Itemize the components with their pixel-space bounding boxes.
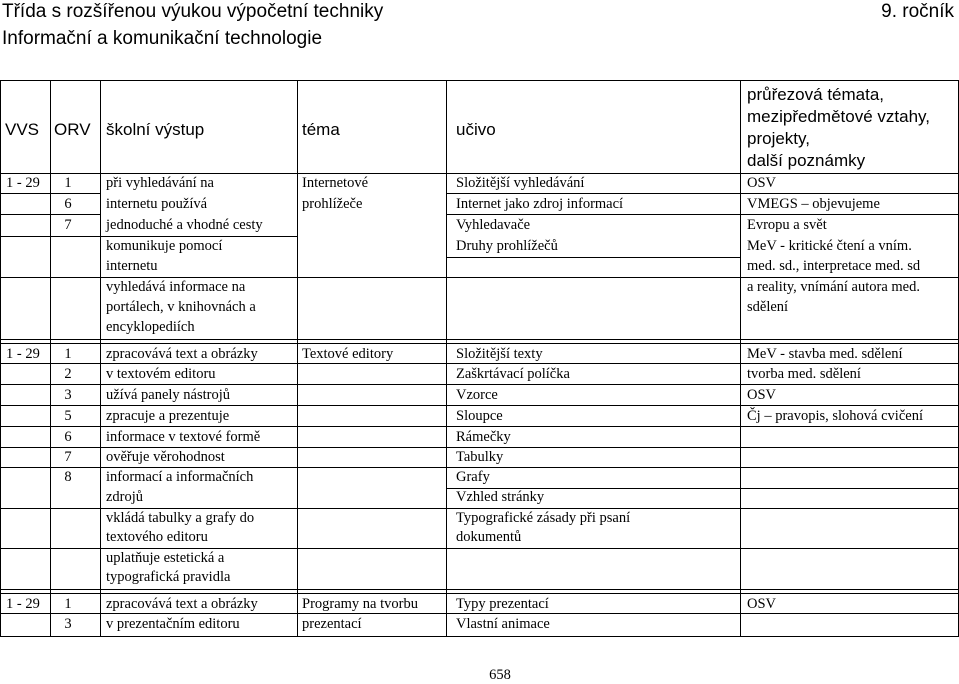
content-item: Typy prezentací bbox=[456, 596, 549, 612]
orv-number: 6 bbox=[64, 196, 72, 212]
outcome-line: v prezentačním editoru bbox=[106, 616, 240, 632]
col-divider bbox=[100, 80, 101, 636]
header-content: učivo bbox=[456, 120, 496, 139]
outcome-line: zpracovává text a obrázky bbox=[106, 596, 258, 612]
row-line bbox=[0, 384, 959, 385]
header-bottom-border bbox=[0, 173, 959, 174]
row-line bbox=[446, 193, 959, 194]
outcome-line: zpracovává text a obrázky bbox=[106, 346, 258, 362]
outcome-line: informací a informačních bbox=[106, 469, 254, 485]
outcome-line: ověřuje věrohodnost bbox=[106, 449, 225, 465]
cross-note: OSV bbox=[747, 175, 777, 191]
document-title: Třída s rozšířenou výukou výpočetní techniky bbox=[2, 1, 384, 22]
content-item: Vzorce bbox=[456, 387, 498, 403]
vvs-range: 1 - 29 bbox=[6, 596, 40, 612]
row-line bbox=[0, 508, 959, 509]
orv-number: 1 bbox=[64, 596, 72, 612]
orv-number: 5 bbox=[64, 408, 72, 424]
topic-line: prezentací bbox=[302, 616, 362, 632]
content-item: Internet jako zdroj informací bbox=[456, 196, 624, 212]
orv-number: 8 bbox=[64, 469, 72, 485]
outcome-line: uplatňuje estetická a bbox=[106, 550, 225, 566]
outcome-line: užívá panely nástrojů bbox=[106, 387, 231, 403]
cross-note: OSV bbox=[747, 596, 777, 612]
cross-note: med. sd., interpretace med. sd bbox=[747, 258, 921, 274]
cross-note: MeV - stavba med. sdělení bbox=[747, 346, 903, 362]
grade-label: 9. ročník bbox=[881, 1, 954, 22]
section-2-top-border bbox=[0, 343, 959, 344]
topic-line: prohlížeče bbox=[302, 196, 363, 212]
row-line bbox=[0, 447, 959, 448]
orv-number: 3 bbox=[64, 387, 72, 403]
header-vvs: VVS bbox=[5, 120, 40, 139]
section-2-bottom-border bbox=[0, 589, 959, 590]
row-line bbox=[0, 214, 50, 215]
header-cross-line: další poznámky bbox=[747, 151, 866, 170]
col-divider bbox=[740, 80, 741, 636]
page-number: 658 bbox=[489, 667, 511, 683]
header-cross-line: průřezová témata, bbox=[747, 85, 885, 104]
row-line bbox=[50, 214, 100, 215]
content-item: Složitější texty bbox=[456, 346, 543, 362]
orv-number: 1 bbox=[64, 175, 72, 191]
cross-note: VMEGS – objevujeme bbox=[747, 196, 880, 212]
row-line bbox=[0, 613, 959, 614]
vvs-range: 1 - 29 bbox=[6, 175, 40, 191]
row-line bbox=[0, 405, 959, 406]
row-line bbox=[0, 277, 959, 278]
outcome-line: textového editoru bbox=[106, 529, 208, 545]
table-bottom-border bbox=[0, 636, 959, 637]
row-line bbox=[50, 193, 100, 194]
cross-note: sdělení bbox=[747, 299, 789, 315]
orv-number: 2 bbox=[64, 366, 72, 382]
topic-line: Textové editory bbox=[302, 346, 394, 362]
vvs-range: 1 - 29 bbox=[6, 346, 40, 362]
content-item: dokumentů bbox=[456, 529, 522, 545]
document-subtitle: Informační a komunikační technologie bbox=[2, 28, 323, 49]
row-line bbox=[0, 363, 959, 364]
content-item: Vyhledavače bbox=[456, 217, 531, 233]
outcome-line: portálech, v knihovnách a bbox=[106, 299, 256, 315]
outcome-line: vkládá tabulky a grafy do bbox=[106, 510, 255, 526]
header-cross-line: projekty, bbox=[747, 129, 810, 148]
outcome-line: vyhledává informace na bbox=[106, 279, 246, 295]
outcome-line: encyklopediích bbox=[106, 319, 195, 335]
content-item: Zaškrtávací políčka bbox=[456, 366, 570, 382]
table-top-border bbox=[0, 80, 959, 81]
outcome-line: internetu používá bbox=[106, 196, 208, 212]
content-item: Typografické zásady při psaní bbox=[456, 510, 631, 526]
content-item: Grafy bbox=[456, 469, 490, 485]
orv-number: 7 bbox=[64, 449, 72, 465]
col-divider bbox=[0, 80, 1, 636]
outcome-line: typografická pravidla bbox=[106, 569, 231, 585]
cross-note: Evropu a svět bbox=[747, 217, 827, 233]
orv-number: 1 bbox=[64, 346, 72, 362]
header-cross-line: mezipředmětové vztahy, bbox=[747, 107, 930, 126]
outcome-line: komunikuje pomocí bbox=[106, 238, 223, 254]
topic-line: Programy na tvorbu bbox=[302, 596, 418, 612]
row-line bbox=[0, 548, 959, 549]
col-divider bbox=[446, 80, 447, 636]
content-item: Vzhled stránky bbox=[456, 489, 545, 505]
header-outcome: školní výstup bbox=[106, 120, 205, 139]
cross-note: tvorba med. sdělení bbox=[747, 366, 861, 382]
outcome-line: zdrojů bbox=[106, 489, 144, 505]
topic-line: Internetové bbox=[302, 175, 369, 191]
cross-note: MeV - kritické čtení a vním. bbox=[747, 238, 912, 254]
header-topic: téma bbox=[302, 120, 340, 139]
row-line bbox=[0, 193, 50, 194]
orv-number: 3 bbox=[64, 616, 72, 632]
content-item: Rámečky bbox=[456, 429, 511, 445]
cross-note: a reality, vnímání autora med. bbox=[747, 279, 920, 295]
content-item: Vlastní animace bbox=[456, 616, 550, 632]
row-line bbox=[446, 257, 740, 258]
section-3-top-border bbox=[0, 593, 959, 594]
outcome-line: v textovém editoru bbox=[106, 366, 216, 382]
cross-note: Čj – pravopis, slohová cvičení bbox=[747, 408, 923, 424]
col-divider bbox=[297, 80, 298, 636]
outcome-line: jednoduché a vhodné cesty bbox=[106, 217, 263, 233]
content-item: Složitější vyhledávání bbox=[456, 175, 585, 191]
header-orv: ORV bbox=[54, 120, 91, 139]
outcome-line: internetu bbox=[106, 258, 158, 274]
cross-note: OSV bbox=[747, 387, 777, 403]
orv-number: 7 bbox=[64, 217, 72, 233]
row-line bbox=[0, 236, 297, 237]
content-item: Tabulky bbox=[456, 449, 504, 465]
row-line bbox=[446, 214, 959, 215]
row-line bbox=[0, 467, 959, 468]
orv-number: 6 bbox=[64, 429, 72, 445]
content-item: Druhy prohlížečů bbox=[456, 238, 558, 254]
content-item: Sloupce bbox=[456, 408, 503, 424]
row-line bbox=[0, 426, 959, 427]
section-1-bottom-border bbox=[0, 339, 959, 340]
outcome-line: při vyhledávání na bbox=[106, 175, 214, 191]
outcome-line: zpracuje a prezentuje bbox=[106, 408, 230, 424]
outcome-line: informace v textové formě bbox=[106, 429, 261, 445]
